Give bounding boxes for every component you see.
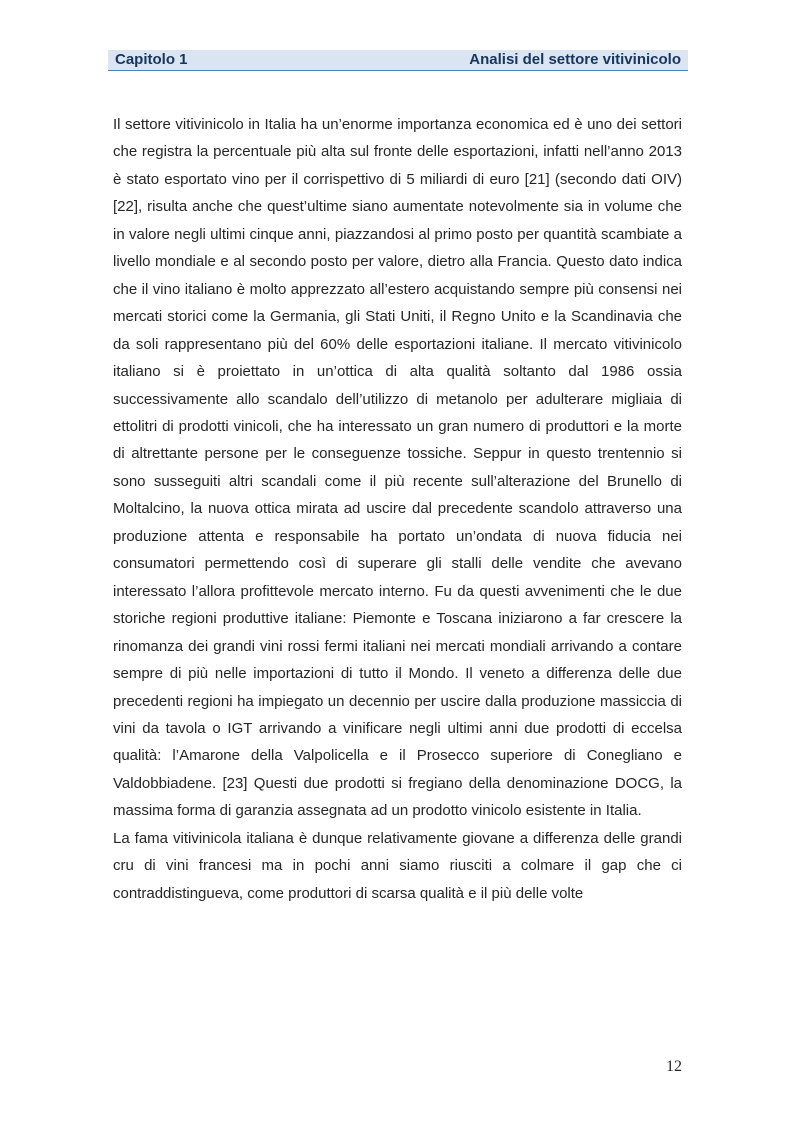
running-header	[108, 50, 688, 71]
paragraph: La fama vitivinicola italiana è dunque relativamente giovane a differenza delle grandi cru di vini francesi ma in pochi anni siamo riusciti a colmare il gap che ci contraddistingueva, come produttori di scarsa qualità e il più delle volte	[113, 829, 682, 902]
page-number: 12	[666, 1058, 682, 1075]
chapter-label: Capitolo 1	[115, 51, 188, 68]
paragraph: Il settore vitivinicolo in Italia ha un’enorme importanza economica ed è uno dei settori che registra la percentuale più alta sul fronte delle esportazioni, infatti nell’anno 2013 è stato esportato vino per il corrispettivo di 5 miliardi di euro [21] (secondo dati OIV) [22], risulta anche che quest’ultime siano aumentate notevolmente sia in volume che in valore negli ultimi cinque anni, piazzandosi al primo posto per quantità scambiate a livello mondiale e al secondo posto per valore, dietro alla Francia. Questo dato indica che il vino italiano è molto apprezzato all’estero acquistando sempre più consensi nei mercati storici come la Germania, gli Stati Uniti, il Regno Unito e la Scandinavia che da soli rappresentano più del 60% delle esportazioni italiane. Il mercato vitivinicolo italiano si è proiettato in un’ottica di alta qualità soltanto dal 1986 ossia successivamente allo scandalo dell’utilizzo di metanolo per adulterare migliaia di ettolitri di prodotti vinicoli, che ha interessato un gran numero di produttori e la morte di altrettante persone per le conseguenze tossiche. Seppur in questo trentennio si sono susseguiti altri scandali come il più recente sull’alterazione del Brunello di Moltalcino, la nuova ottica mirata ad uscire dal precedente scandolo attraverso una produzione attenta e responsabile ha portato un’ondata di nuova fiducia nei consumatori permettendo così di superare gli stalli delle vendite che avevano interessato l’allora profittevole mercato interno. Fu da questi avvenimenti che le due storiche regioni produttive italiane: Piemonte e Toscana iniziarono a far crescere la rinomanza dei grandi vini rossi fermi italiani nei mercati mondiali arrivando a contare sempre di più nelle importazioni di tutto il Mondo. Il veneto a differenza delle due precedenti regioni ha impiegato un decennio per uscire dalla produzione massiccia di vini da tavola o IGT arrivando a vinificare negli ultimi anni due prodotti di eccelsa qualità: l’Amarone della Valpolicella e il Prosecco superiore di Conegliano e Valdobbiadene. [23] Questi due prodotti si fregiano della denominazione DOCG, la massima forma di garanzia assegnata ad un prodotto vinicolo esistente in Italia.	[113, 116, 682, 820]
main-text	[113, 111, 682, 907]
section-title: Analisi del settore vitivinicolo	[469, 51, 681, 68]
